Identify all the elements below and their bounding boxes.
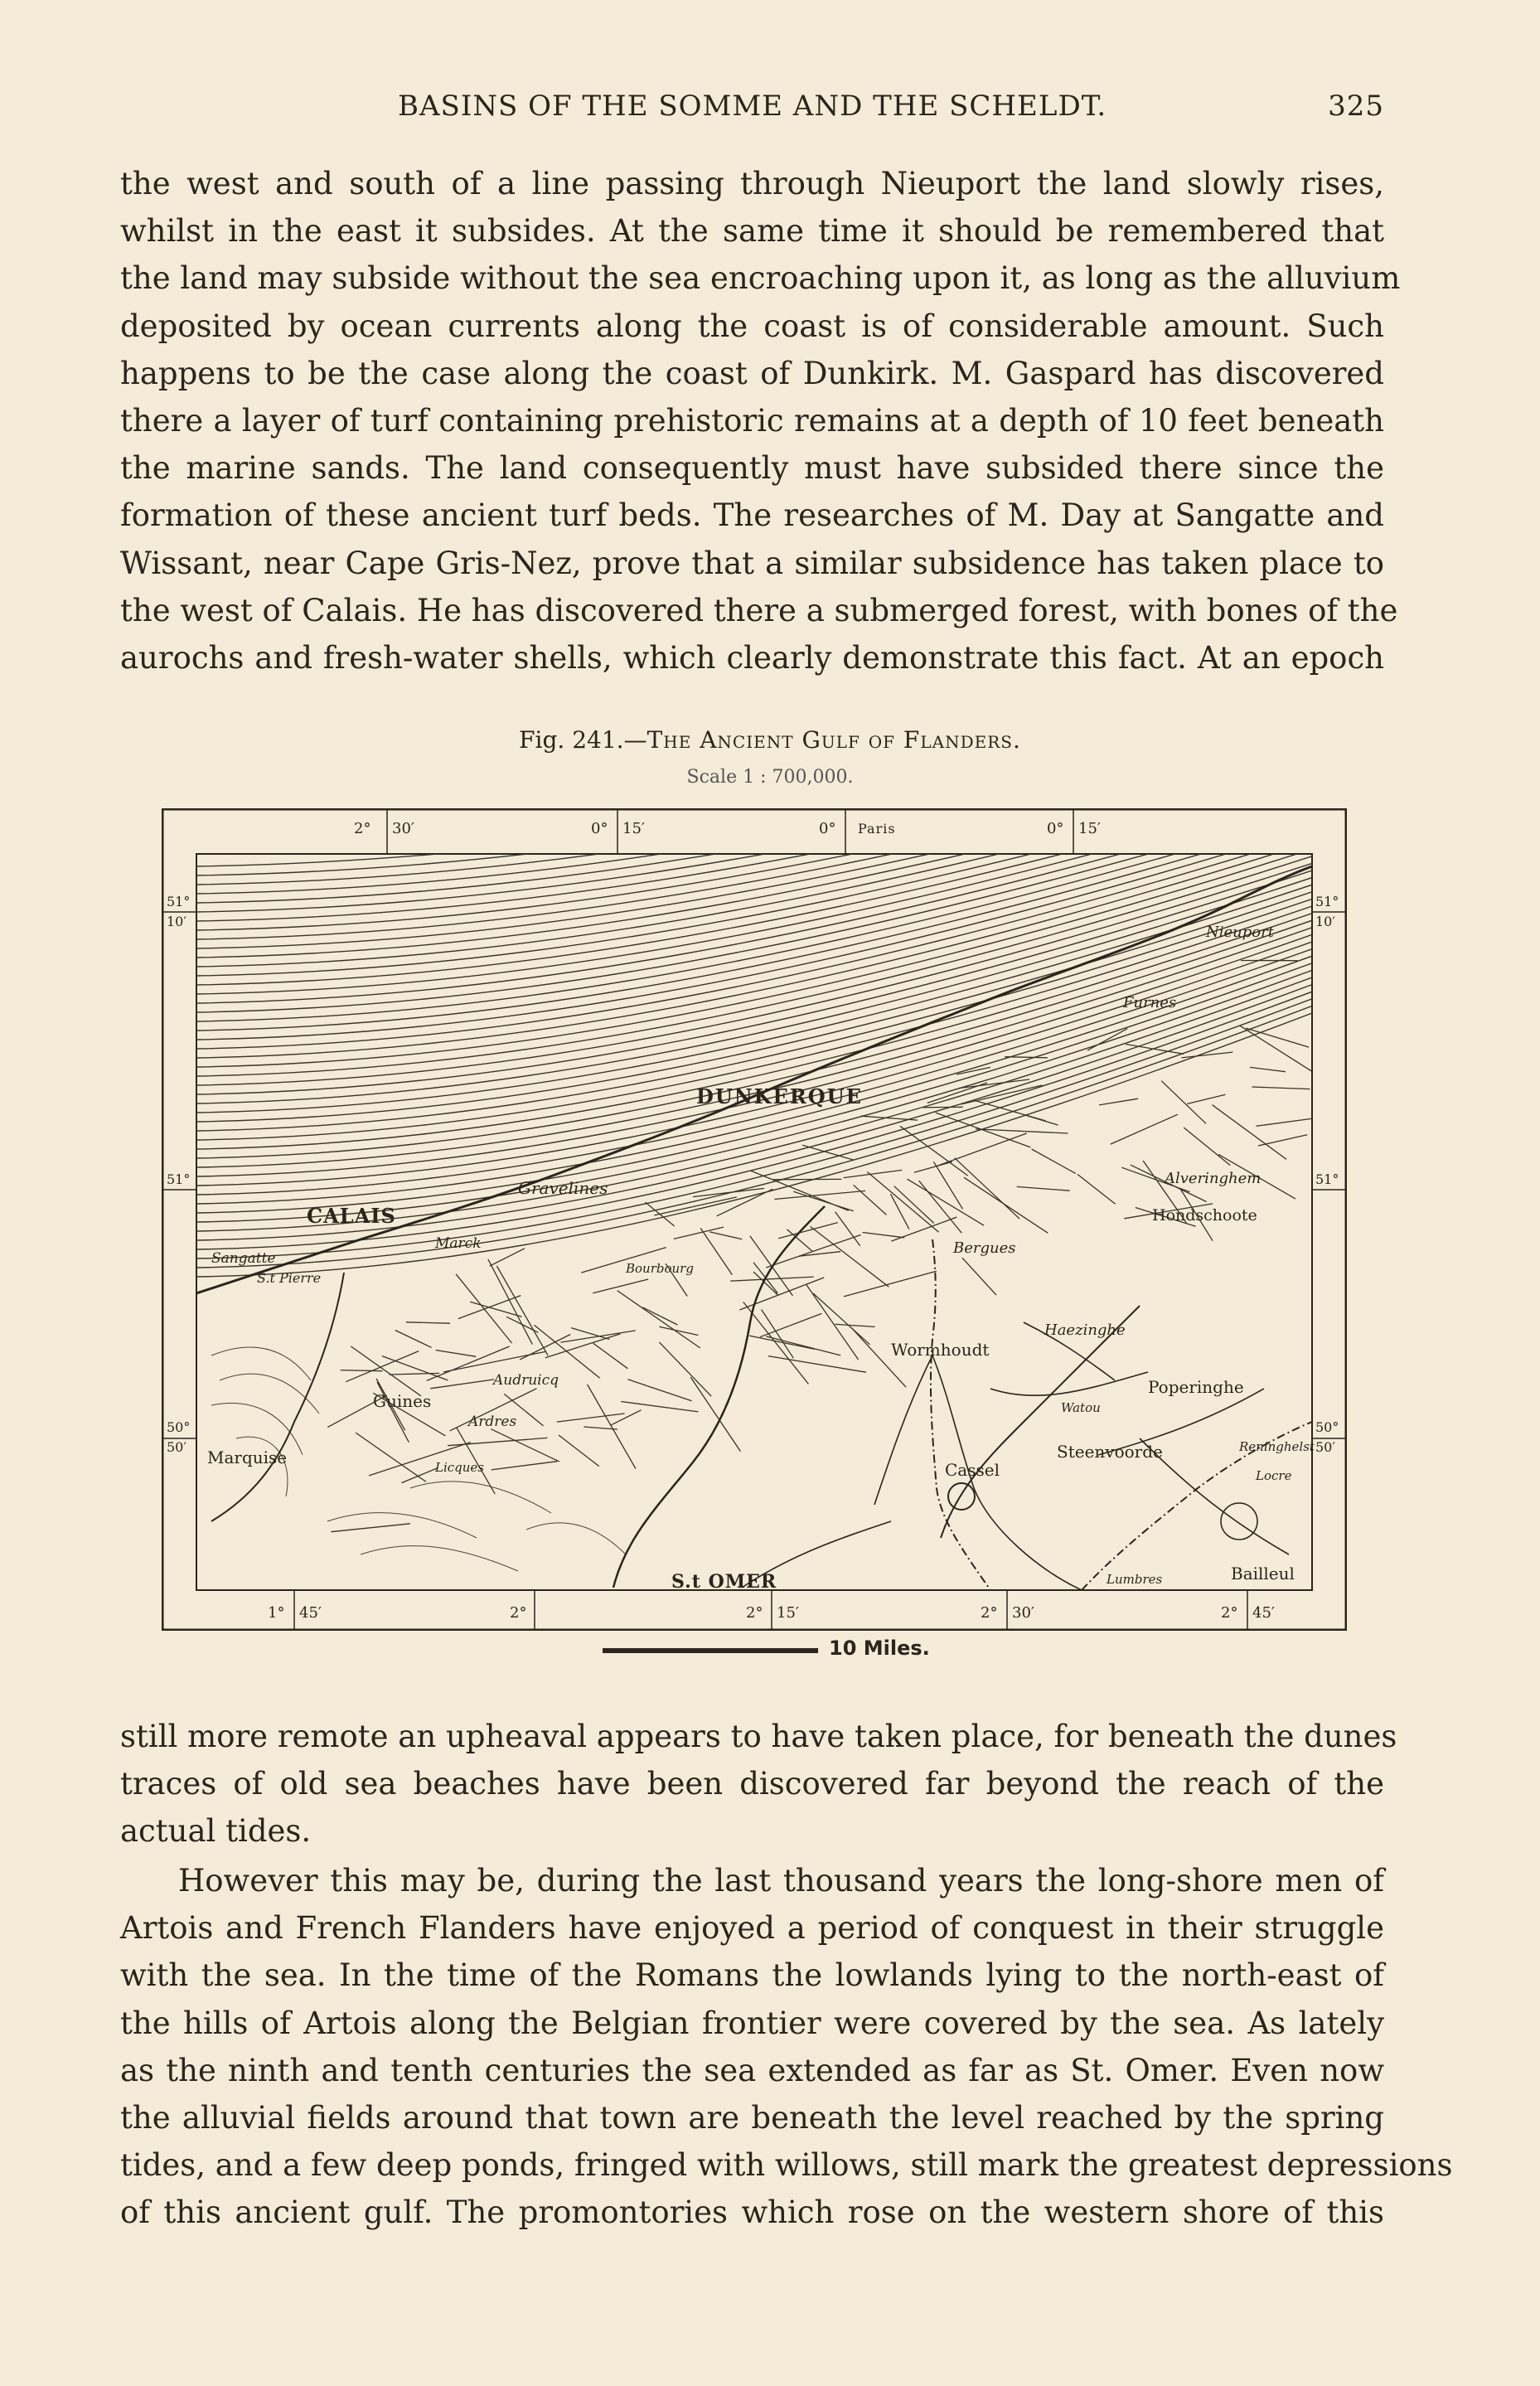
bottom-tick: 1° <box>268 1604 285 1622</box>
right-tick: 51° <box>1315 894 1339 909</box>
text-line: actual tides. <box>120 1813 312 1850</box>
top-tick: 2° <box>354 820 371 837</box>
text-line: happens to be the case along the coast of Dunkirk. M. Gaspard has discovered <box>120 355 1384 391</box>
top-tick: 15′ <box>1078 820 1101 837</box>
label-nieuport: Nieuport <box>1206 924 1274 941</box>
figure-title: The Ancient Gulf of Flanders. <box>647 726 1021 754</box>
text-line: the hills of Artois along the Belgian frontier were covered by the sea. As lately <box>120 2005 1384 2041</box>
text-line: Artois and French Flanders have enjoyed a period of conquest in their struggle <box>120 1910 1384 1947</box>
top-tick: Paris <box>858 821 896 837</box>
label-marquise: Marquise <box>207 1448 288 1467</box>
label-gravelines: Gravelines <box>518 1178 608 1198</box>
label-dunkerque: DUNKERQUE <box>696 1084 863 1108</box>
drainage-line <box>923 1107 963 1108</box>
label-ardres: Ardres <box>468 1414 517 1430</box>
text-line: Wissant, near Cape Gris-Nez, prove that a similar subsidence has taken place to <box>120 545 1384 581</box>
right-tick: 50′ <box>1315 1439 1335 1455</box>
figure-caption <box>0 726 1540 754</box>
text-line: formation of these ancient turf beds. The researches of M. Day at Sangatte and <box>120 497 1384 534</box>
text-line: the marine sands. The land consequently must have subsided there since the <box>120 450 1384 487</box>
left-tick: 10′ <box>167 914 186 929</box>
label-locre: Locre <box>1256 1468 1292 1483</box>
label-marck: Marck <box>435 1235 482 1252</box>
label-watou: Watou <box>1061 1400 1101 1415</box>
bottom-tick: 15′ <box>777 1604 799 1622</box>
bottom-tick: 2° <box>746 1604 763 1622</box>
scale-bar <box>603 1648 818 1653</box>
bottom-tick: 2° <box>981 1604 998 1622</box>
left-tick: 51° <box>167 1171 191 1187</box>
label-st-omer: S.t OMER <box>671 1571 777 1593</box>
text-line: the alluvial fields around that town are beneath the level reached by the spring <box>120 2099 1384 2136</box>
page-number: 325 <box>1328 90 1384 123</box>
label-licques: Licques <box>435 1460 484 1475</box>
label-steenvoorde: Steenvoorde <box>1057 1442 1163 1462</box>
text-line: the land may subside without the sea encroaching upon it, as long as the alluvium <box>120 260 1401 297</box>
paragraph-bottom-1 <box>120 1713 1397 1855</box>
text-line: traces of old sea beaches have been discovered far beyond the reach of the <box>120 1766 1384 1802</box>
label-audruicq: Audruicq <box>493 1372 559 1389</box>
text-line: as the ninth and tenth centuries the sea extended as far as St. Omer. Even now <box>120 2052 1384 2088</box>
right-tick: 50° <box>1315 1419 1339 1435</box>
label-st-pierre: S.t Pierre <box>257 1270 322 1286</box>
text-line: still more remote an upheaval appears to have taken place, for beneath the dunes <box>120 1719 1397 1754</box>
text-line: of this ancient gulf. The promontories which rose on the western shore of this <box>120 2194 1384 2231</box>
running-header <box>116 81 1384 131</box>
left-tick: 51° <box>167 894 191 909</box>
figure-label: Fig. 241.— <box>519 726 647 754</box>
label-haezinghe: Haezinghe <box>1044 1322 1126 1339</box>
top-tick: 0° <box>819 820 836 837</box>
label-cassel: Cassel <box>945 1460 1000 1480</box>
paragraph-top <box>120 160 1401 681</box>
bottom-tick: 30′ <box>1012 1604 1034 1622</box>
label-lumbres: Lumbres <box>1107 1572 1163 1587</box>
label-reninghelst: Reninghelst <box>1239 1439 1315 1454</box>
label-guines: Guines <box>373 1391 432 1411</box>
label-poperinghe: Poperinghe <box>1148 1377 1244 1397</box>
right-tick: 51° <box>1315 1171 1339 1187</box>
bottom-tick: 2° <box>1221 1604 1238 1622</box>
text-line: whilst in the east it subsides. At the same time it should be remembered that <box>120 213 1384 250</box>
top-tick: 30′ <box>392 820 414 837</box>
left-tick: 50° <box>167 1419 191 1435</box>
bottom-tick: 45′ <box>1252 1604 1275 1622</box>
label-bergues: Bergues <box>953 1239 1016 1257</box>
bottom-tick: 2° <box>510 1604 527 1622</box>
right-tick: 10′ <box>1315 914 1335 929</box>
top-tick: 15′ <box>622 820 645 837</box>
label-calais: CALAIS <box>307 1204 396 1228</box>
text-line: the west and south of a line passing through Nieuport the land slowly rises, <box>120 166 1384 201</box>
label-hondschoote: Hondschoote <box>1152 1206 1257 1225</box>
scale-bar-label: 10 Miles. <box>829 1637 930 1660</box>
top-tick: 0° <box>591 820 608 837</box>
label-alveringhem: Alveringhem <box>1165 1170 1262 1187</box>
map-figure <box>162 808 1347 1631</box>
label-wormhoudt: Wormhoudt <box>891 1340 990 1360</box>
top-tick: 0° <box>1047 820 1064 837</box>
paragraph-bottom-2 <box>120 1857 1453 2237</box>
text-line: tides, and a few deep ponds, fringed with willows, still mark the greatest depressions <box>120 2147 1453 2184</box>
text-line: with the sea. In the time of the Romans the lowlands lying to the north-east of <box>120 1957 1384 1994</box>
text-line: deposited by ocean currents along the coast is of considerable amount. Such <box>120 308 1384 344</box>
label-bourbourg: Bourbourg <box>626 1261 694 1276</box>
figure-scale: Scale 1 : 700,000. <box>686 767 854 788</box>
text-line: aurochs and fresh-water shells, which clearly demonstrate this fact. At an epoch <box>120 639 1384 676</box>
label-sangatte: Sangatte <box>211 1250 276 1267</box>
left-tick: 50′ <box>167 1439 186 1455</box>
label-bailleul: Bailleul <box>1231 1564 1295 1583</box>
label-furnes: Furnes <box>1123 994 1177 1011</box>
text-line: However this may be, during the last thousand years the long-shore men of <box>178 1863 1384 1899</box>
running-title: BASINS OF THE SOMME AND THE SCHELDT. <box>398 90 1107 123</box>
text-line: there a layer of turf containing prehistoric remains at a depth of 10 feet beneath <box>120 402 1384 439</box>
text-line: the west of Calais. He has discovered there a submerged forest, with bones of the <box>120 592 1398 628</box>
bottom-tick: 45′ <box>299 1604 322 1622</box>
